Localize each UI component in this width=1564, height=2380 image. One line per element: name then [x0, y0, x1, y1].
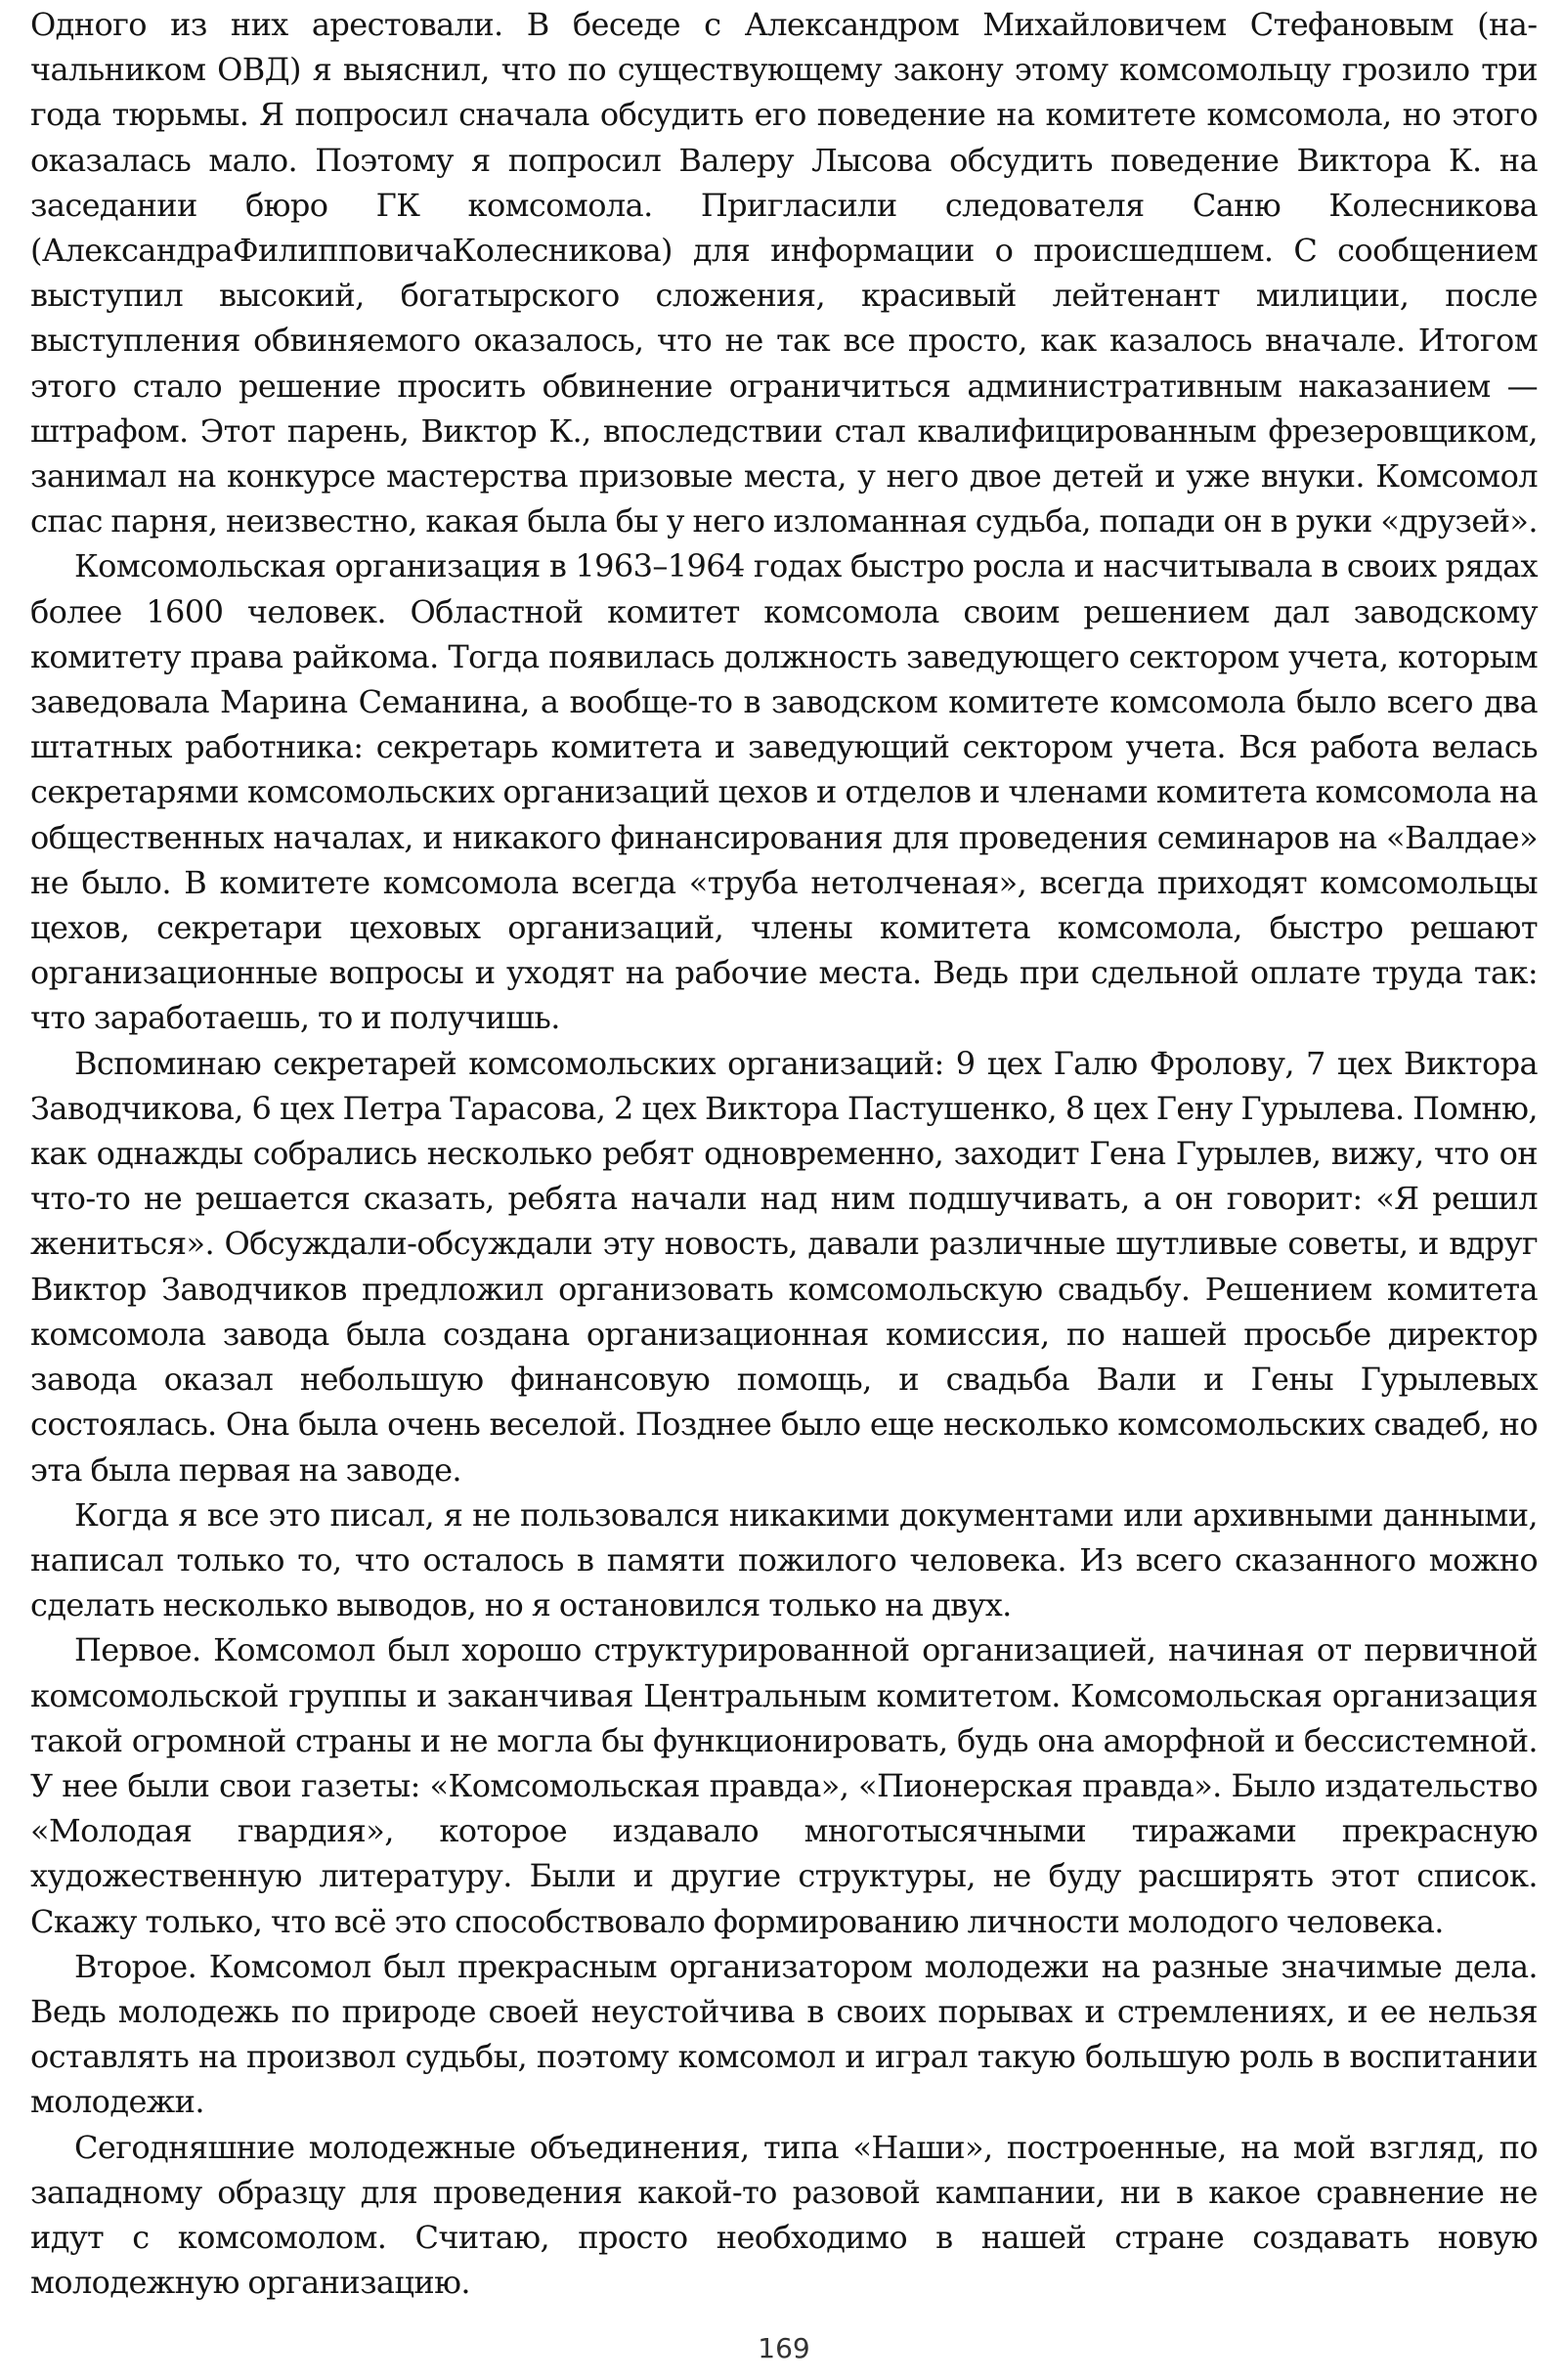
- paragraph-first-conclusion: Первое. Комсомол был хорошо структурированной организацией, начиная от первичной комсомольской группы и заканчивая Центральным комитетом. Комсомольская организация такой огромной страны и не могла бы функционировать, будь она аморфной и бессистемной. У нее были свои газеты: «Комсомольская правда», «Пионерская правда». Было издательство «Молодая гвардия», которое издавало многотысячными тиражами прекрасную художественную литературу. Были и другие структуры, не буду расширять этот список. Скажу только, что всё это способствовало формированию личности молодого человека.: [30, 1631, 1538, 1940]
- paragraph-modern-organizations: Сегодняшние молодежные объединения, типа «Наши», построенные, на мой взгляд, по западному образцу для проведения какой-то разовой кампании, ни в какое сравнение не идут с комсомолом. Считаю, просто необходимо в нашей стране создавать новую молодежную организацию.: [30, 2128, 1538, 2302]
- page-number: 169: [758, 2332, 810, 2364]
- paragraph-secretaries-wedding: Вспоминаю секретарей комсомольских организаций: 9 цех Галю Фролову, 7 цех Виктора Заводчикова, 6 цех Петра Тарасова, 2 цех Виктора Пастушенко, 8 цех Гену Гурылева. Помню, как однажды собрались несколько ребят одновременно, заходит Гена Гурылев, вижу, что он что-то не решается сказать, ребята начали над ним подшучивать, а он говорит: «Я решил жениться». Обсуждали-обсуждали эту новость, давали различные шутливые советы, и вдруг Виктор Заводчиков предложил организовать комсомольскую свадьбу. Решением комитета комсомола завода была создана организационная комиссия, по нашей просьбе директор завода оказал небольшую финансовую помощь, и свадьба Вали и Гены Гурылевых состоялась. Она была очень веселой. Позднее было еще несколько комсомольских свадеб, но эта была первая на заводе.: [30, 1044, 1538, 1489]
- book-page: [30, 2, 1538, 2377]
- paragraph-arrest-story: Одного из них арестовали. В беседе с Александром Михайловичем Стефановым (начальником ОВД) я выяснил, что по существующему закону этому комсомольцу грозило три года тюрьмы. Я попросил сначала обсудить его поведение на комитете комсомола, но этого оказалась мало. Поэтому я попросил Валеру Лысова обсудить поведение Виктора К. на заседании бюро ГК комсомола. Пригласили следователя Саню Колесникова (АлександраФилипповичаКолесникова) для информации о происшедшем. С сообщением выступил высокий, богатырского сложения, красивый лейтенант милиции, после выступления обвиняемого оказалось, что не так все просто, как казалось вначале. Итогом этого стало решение просить обвинение ограничиться административным наказанием — штрафом. Этот парень, Виктор К., впоследствии стал квалифицированным фрезеровщиком, занимал на конкурсе мастерства призовые места, у него двое детей и уже внуки. Комсомол спас парня, неизвестно, какая была бы у него изломанная судьба, попади он в руки «друзей».: [30, 6, 1538, 541]
- paragraph-conclusions-intro: Когда я все это писал, я не пользовался никакими документами или архивными данными, написал только то, что осталось в памяти пожилого человека. Из всего сказанного можно сделать несколько выводов, но я остановился только на двух.: [30, 1495, 1538, 1624]
- body-text: [30, 2, 1538, 2305]
- paragraph-organization-growth: Комсомольская организация в 1963–1964 годах быстро росла и насчитывала в своих рядах более 1600 человек. Областной комитет комсомола своим решением дал заводскому комитету права райкома. Тогда появилась должность заведующего сектором учета, которым заведовала Марина Семанина, а вообще-то в заводском комитете комсомола было всего два штатных работника: секретарь комитета и заведующий сектором учета. Вся работа велась секретарями комсомольских организаций цехов и отделов и членами комитета комсомола на общественных началах, и никакого финансирования для проведения семинаров на «Валдае» не было. В комитете комсомола всегда «труба нетолченая», всегда приходят комсомольцы цехов, секретари цеховых организаций, члены комитета комсомола, быстро решают организационные вопросы и уходят на рабочие места. Ведь при сдельной оплате труда так: что заработаешь, то и получишь.: [30, 547, 1538, 1037]
- paragraph-second-conclusion: Второе. Комсомол был прекрасным организатором молодежи на разные значимые дела. Ведь молодежь по природе своей неустойчива в своих порывах и стремлениях, и ее нельзя оставлять на произвол судьбы, поэтому комсомол и играл такую большую роль в воспитании молодежи.: [30, 1947, 1538, 2121]
